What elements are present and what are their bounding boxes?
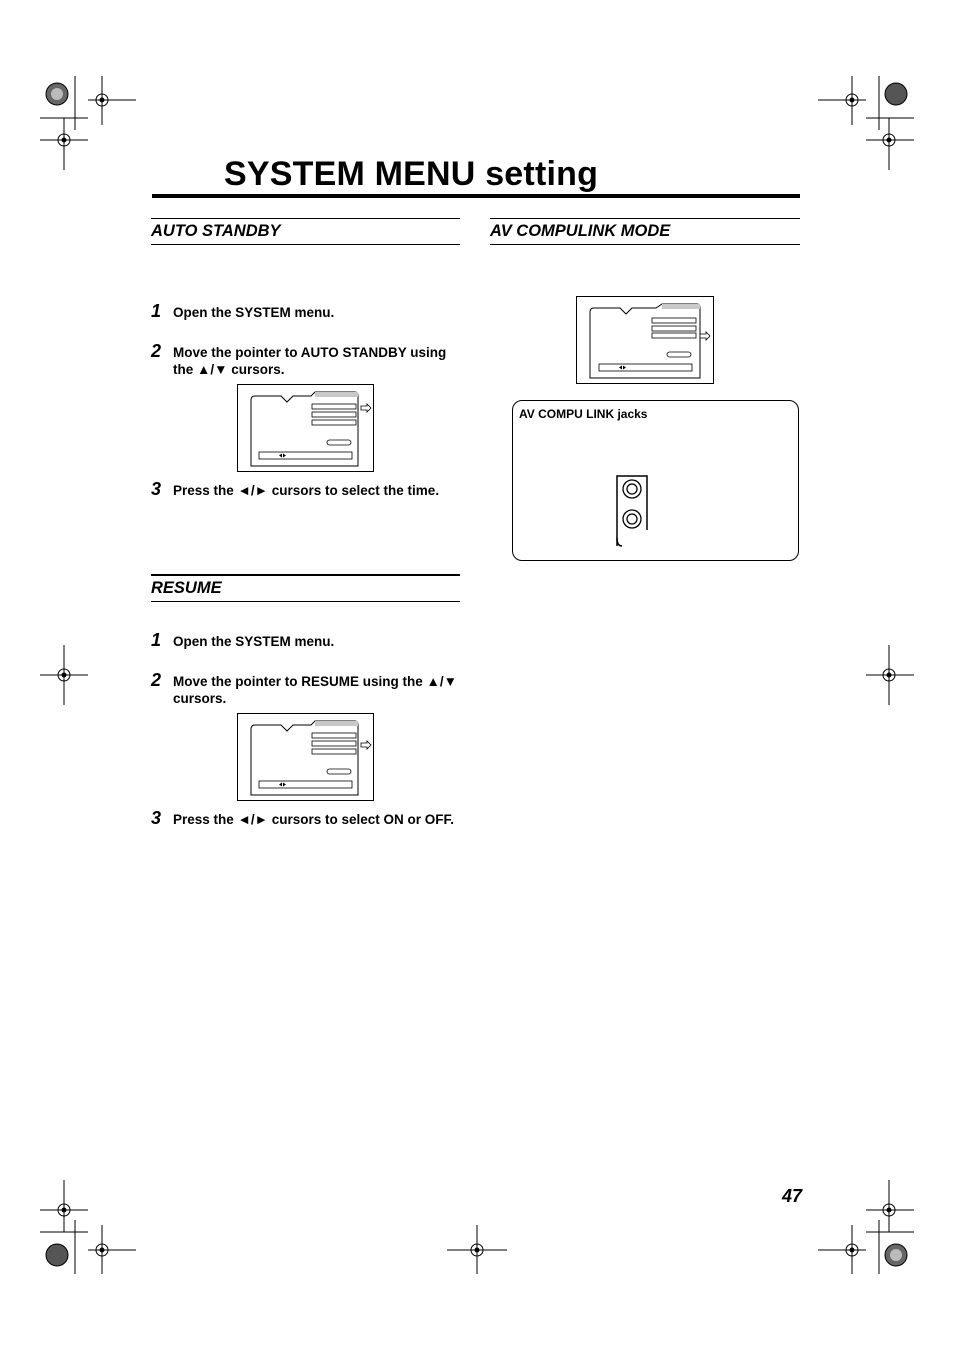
step-number: 3 (151, 808, 162, 828)
section-rule-bottom (151, 244, 460, 245)
step-text: Open the SYSTEM menu. (173, 305, 335, 320)
step-number: 1 (151, 301, 162, 321)
step-text: Press the ◄/► cursors to select the time. (173, 483, 440, 498)
jacks-label: AV COMPU LINK jacks (519, 407, 648, 421)
step-text: Press the ◄/► cursors to select ON or OFF. (173, 812, 455, 827)
osd-screen-illustration (237, 713, 374, 801)
page-title: SYSTEM MENU setting (224, 155, 599, 193)
section-heading-auto-standby: AUTO STANDBY (151, 222, 281, 240)
compulink-jacks-icon (612, 472, 652, 548)
section-rule-bottom (151, 601, 460, 602)
page-number: 47 (782, 1186, 803, 1206)
step-number: 2 (151, 670, 162, 690)
step-number: 1 (151, 630, 162, 650)
jacks-callout-box (512, 400, 799, 561)
osd-screen-illustration (576, 296, 714, 384)
section-heading-resume: RESUME (151, 579, 222, 597)
section-rule-top (490, 218, 800, 219)
step-text: Open the SYSTEM menu. (173, 634, 335, 649)
step-number: 2 (151, 341, 162, 361)
step-text: Move the pointer to AUTO STANDBY using the ▲/▼ cursors. (173, 345, 447, 377)
section-rule-bottom (490, 244, 800, 245)
step-number: 3 (151, 479, 162, 499)
title-rule (152, 194, 800, 198)
section-rule-top (151, 218, 460, 219)
section-heading-av-compulink: AV COMPULINK MODE (490, 222, 671, 240)
section-rule-top (151, 574, 460, 576)
step-text: Move the pointer to RESUME using the ▲/▼ cursors. (173, 674, 457, 706)
osd-screen-illustration (237, 384, 374, 472)
